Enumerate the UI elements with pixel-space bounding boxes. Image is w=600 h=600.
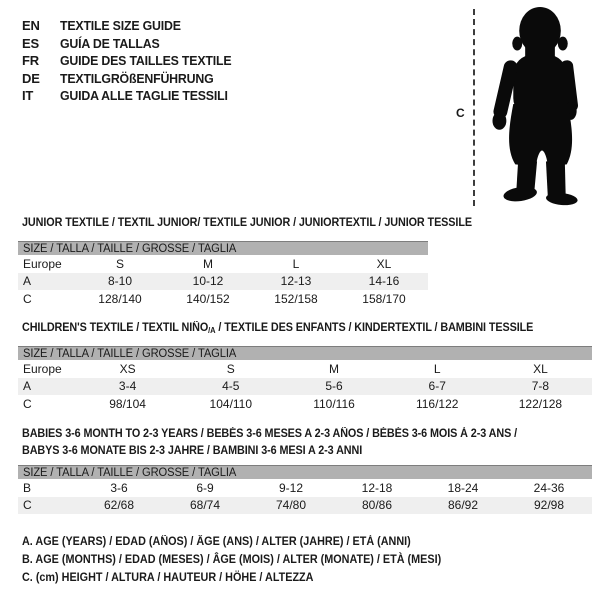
table-row [18,273,428,291]
value-cell: 68/74 [189,498,221,513]
value-cell: 92/98 [533,498,565,513]
language-code: DE [22,70,40,86]
language-row [22,17,240,35]
value-cell: 24-36 [533,480,565,495]
height-measure-line [473,9,475,206]
value-cell: 10-12 [192,274,224,289]
size-header-label: SIZE / TALLA / TAILLE / GRÖSSE / TAGLIA [23,466,237,479]
language-title: TEXTILGRÖßENFÜHRUNG [60,70,214,86]
language-code: IT [22,88,34,104]
value-cell: 98/104 [109,396,146,411]
language-title-list [22,17,240,105]
value-cell: 122/128 [518,396,563,411]
value-cell: S [115,256,124,271]
children-title-text: CHILDREN'S TEXTILE / TEXTIL NIÑO [22,322,209,334]
value-cell: 6-7 [428,379,446,394]
children-section-title [22,322,533,334]
language-row [22,35,240,53]
language-code: ES [22,35,39,51]
size-table-body [18,255,428,308]
size-table-body [18,479,592,514]
value-cell: 7-8 [531,379,550,394]
babies-section-title [22,426,517,459]
value-cell: 6-9 [196,480,214,495]
footnote-c: C. (cm) HEIGHT / ALTURA / HAUTEUR / HÖHE / ALTEZZA [22,572,314,585]
language-title: GUÍA DE TALLAS [60,35,160,51]
value-cell: 104/110 [209,396,253,411]
value-cell: L [433,361,441,376]
value-cell: 110/116 [313,396,355,411]
value-cell: XL [376,256,392,271]
row-label-cell: B [23,480,32,495]
value-cell: XL [533,361,548,376]
language-title: GUIDE DES TAILLES TEXTILE [60,53,232,69]
row-label-cell: A [23,379,32,394]
table-row [18,497,592,515]
row-label-cell: Europe [23,256,62,271]
language-row [22,70,240,88]
babies-title-line-1: BABIES 3-6 MONTH TO 2-3 YEARS / BEBÉS 3-6 MESES A 2-3 AÑOS / BÉBÉS 3-6 MOIS À 2-3 ANS / [22,428,518,440]
value-cell: 4-5 [222,379,240,394]
table-row [18,378,592,396]
value-cell: 86/92 [447,498,479,513]
children-title-text: / TEXTILE DES ENFANTS / KINDERTEXTIL / BAMBINI TESSILE [215,322,534,334]
size-header-label: SIZE / TALLA / TAILLE / GRÖSSE / TAGLIA [23,347,237,360]
babies-size-table [18,465,592,514]
value-cell: 158/170 [362,291,406,306]
value-cell: 18-24 [447,480,479,495]
value-cell: 62/68 [103,498,135,513]
language-title: TEXTILE SIZE GUIDE [60,18,181,34]
table-row [18,255,428,273]
size-header-label: SIZE / TALLA / TAILLE / GRÖSSE / TAGLIA [23,242,237,255]
row-label-cell: C [23,498,32,513]
value-cell: 12-13 [280,274,312,289]
language-row [22,52,240,70]
babies-title-line-2: BABYS 3-6 MONATE BIS 2-3 JAHRE / BAMBINI 3-6 MESI A 2-3 ANNI [22,444,363,457]
value-cell: 3-6 [110,480,128,495]
table-row [18,360,592,378]
size-table-body [18,360,592,413]
junior-section-title: JUNIOR TEXTILE / TEXTIL JUNIOR/ TEXTILE JUNIOR / JUNIORTEXTIL / JUNIOR TESSILE [22,217,472,229]
language-row [22,87,240,105]
value-cell: 14-16 [368,274,400,289]
size-header-bar [18,465,592,479]
row-label-cell: C [23,291,32,306]
value-cell: XS [119,361,136,376]
value-cell: 74/80 [275,498,307,513]
table-row [18,395,592,413]
language-title: GUIDA ALLE TAGLIE TESSILI [60,88,228,104]
table-row [18,290,428,308]
size-header-bar [18,241,428,255]
value-cell: 3-4 [118,379,137,394]
value-cell: M [203,256,213,271]
toddler-silhouette-icon [487,3,597,206]
value-cell: 128/140 [98,291,142,306]
value-cell: L [292,256,300,271]
value-cell: 116/122 [415,396,459,411]
height-dimension-label: C [456,106,465,120]
footnote-a: A. AGE (YEARS) / EDAD (AÑOS) / ÂGE (ANS) / ALTER (JAHRE) / ETÀ (ANNI) [22,536,411,548]
value-cell: S [226,361,235,376]
value-cell: 5-6 [325,379,343,394]
footnote-b: B. AGE (MONTHS) / EDAD (MESES) / ÂGE (MOIS) / ALTER (MONATE) / ETÀ (MESI) [22,554,442,567]
value-cell: 140/152 [186,291,230,306]
language-code: FR [22,53,39,69]
row-label-cell: A [23,274,32,289]
value-cell: 12-18 [361,480,393,495]
value-cell: 9-12 [278,480,304,495]
size-header-bar [18,346,592,360]
value-cell: 8-10 [107,274,133,289]
language-code: EN [22,18,40,34]
table-row [18,479,592,497]
row-label-cell: Europe [23,361,62,376]
footnotes [22,533,441,588]
value-cell: 80/86 [361,498,393,513]
junior-size-table [18,241,428,308]
children-size-table [18,346,592,413]
value-cell: 152/158 [274,291,318,306]
row-label-cell: C [23,396,32,411]
children-title-subscript: /A [208,326,216,335]
value-cell: M [329,361,339,376]
